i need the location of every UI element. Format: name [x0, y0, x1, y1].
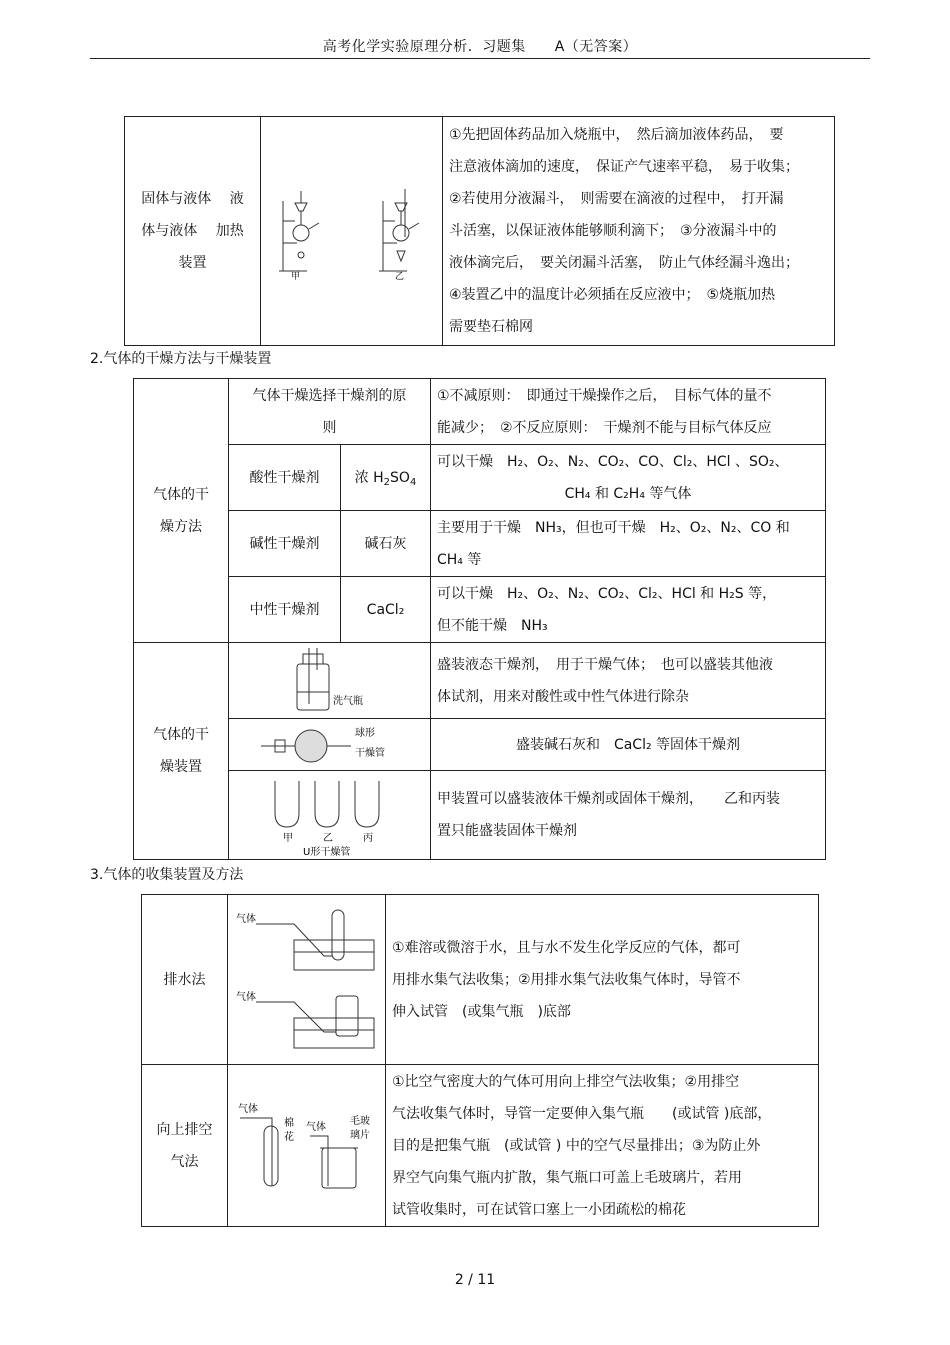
table-drying — [133, 378, 826, 860]
apparatus-figure — [261, 117, 443, 346]
glass-label-1: 毛玻 — [349, 1115, 370, 1127]
water-gas-label-2: 气体 — [235, 991, 256, 1003]
ball-tube-label-2: 干燥管 — [354, 747, 385, 759]
water-method-text: ①难溶或微溶于水，且与水不发生化学反应的气体，都可 用排水集气法收集；②用排水集气法收集气体时，导管不 伸入试管 (或集气瓶 )底部 — [386, 895, 819, 1065]
apparatus-label: 固体与液体 液 体与液体 加热 装置 — [125, 117, 261, 346]
cotton-label-1: 棉 — [283, 1117, 294, 1129]
u-tube-label-yi: 乙 — [322, 833, 333, 844]
acidic-drier-uses: 可以干燥 H₂、O₂、N₂、CO₂、CO、Cl₂、HCl 、SO₂、 CH₄ 和 C₂H₄ 等气体 — [431, 445, 826, 511]
upward-air-collection-diagram — [232, 1096, 382, 1196]
upward-air-method-figure — [228, 1065, 386, 1227]
u-tube-label-jia: 甲 — [282, 833, 293, 844]
cotton-label-2: 花 — [283, 1131, 294, 1143]
u-tube-label-bing: 丙 — [362, 833, 373, 844]
drying-principle-label: 气体干燥选择干燥剂的原 则 — [229, 379, 431, 445]
flask-apparatus-diagram — [267, 181, 437, 281]
wash-bottle-figure — [229, 643, 431, 719]
water-method-figure — [228, 895, 386, 1065]
u-drying-tube-diagram — [265, 773, 395, 857]
up-gas-label-2: 气体 — [305, 1121, 326, 1133]
basic-drier-agent: 碱石灰 — [341, 511, 431, 577]
wash-bottle-label: 洗气瓶 — [332, 695, 363, 707]
basic-drier-type: 碱性干燥剂 — [229, 511, 341, 577]
u-drying-tube-figure — [229, 771, 431, 860]
drying-method-label: 气体的干 燥方法 — [134, 379, 229, 643]
page-header: 高考化学实验原理分析．习题集 A（无答案） — [322, 39, 638, 55]
upward-air-method-label: 向上排空 气法 — [142, 1065, 228, 1227]
neutral-drier-uses: 可以干燥 H₂、O₂、N₂、CO₂、Cl₂、HCl 和 H₂S 等， 但不能干燥 NH₃ — [431, 577, 826, 643]
basic-drier-uses: 主要用于干燥 NH₃，但也可干燥 H₂、O₂、N₂、CO 和 CH₄ 等 — [431, 511, 826, 577]
table-apparatus — [124, 116, 835, 346]
drying-principle-text: ①不减原则： 即通过干燥操作之后， 目标气体的量不 能减少； ②不反应原则： 干燥剂不能与目标气体反应 — [431, 379, 826, 445]
table-collection — [141, 894, 819, 1227]
ball-tube-label-1: 球形 — [354, 727, 375, 739]
drying-device-label: 气体的干 燥装置 — [134, 643, 229, 860]
water-gas-label-1: 气体 — [235, 913, 256, 925]
acidic-drier-agent: 浓 $H_2SO_4$ — [341, 445, 431, 511]
fig-label-yi: 乙 — [394, 272, 404, 281]
water-method-label: 排水法 — [142, 895, 228, 1065]
apparatus-notes: ①先把固体药品加入烧瓶中， 然后滴加液体药品， 要 注意液体滴加的速度， 保证产气速率平稳， 易于收集； ②若使用分液漏斗， 则需要在滴液的过程中， 打开漏 斗活塞，以保证液体能够顺利滴下； ③分液漏斗中的 液体滴完后， 要关闭漏斗活塞， 防止气体经漏斗逸出； ④装置乙中的温度计必须插在反应液中； ⑤烧瓶加热 需要垫石棉网 — [443, 117, 835, 346]
glass-label-2: 璃片 — [349, 1129, 370, 1141]
section-2-title: 2.气体的干燥方法与干燥装置 — [90, 351, 272, 367]
page-number: 2 / 11 — [454, 1272, 496, 1288]
upward-air-method-text: ①比空气密度大的气体可用向上排空气法收集；②用排空 气法收集气体时，导管一定要伸入集气瓶 (或试管 )底部， 目的是把集气瓶 (或试管 ) 中的空气尽量排出；③为防止外 界空气向集气瓶内扩散，集气瓶口可盖上毛玻璃片，若用 试管收集时，可在试管口塞上一小团疏松的棉花 — [386, 1065, 819, 1227]
wash-bottle-diagram — [275, 646, 385, 716]
u-tube-caption: U形干燥管 — [302, 847, 350, 857]
wash-bottle-text: 盛装液态干燥剂， 用于干燥气体； 也可以盛装其他液 体试剂，用来对酸性或中性气体进行除杂 — [431, 643, 826, 719]
up-gas-label-1: 气体 — [237, 1103, 258, 1115]
ball-drying-tube-text: 盛装碱石灰和 CaCl₂ 等固体干燥剂 — [431, 719, 826, 771]
acidic-drier-type: 酸性干燥剂 — [229, 445, 341, 511]
neutral-drier-type: 中性干燥剂 — [229, 577, 341, 643]
neutral-drier-agent: CaCl₂ — [341, 577, 431, 643]
ball-drying-tube-diagram — [255, 722, 405, 768]
fig-label-jia: 甲 — [290, 272, 300, 281]
ball-drying-tube-figure — [229, 719, 431, 771]
section-3-title: 3.气体的收集装置及方法 — [90, 867, 244, 883]
water-collection-diagram — [232, 900, 382, 1060]
u-drying-tube-text: 甲装置可以盛装液体干燥剂或固体干燥剂， 乙和丙装 置只能盛装固体干燥剂 — [431, 771, 826, 860]
header-rule — [90, 58, 870, 59]
